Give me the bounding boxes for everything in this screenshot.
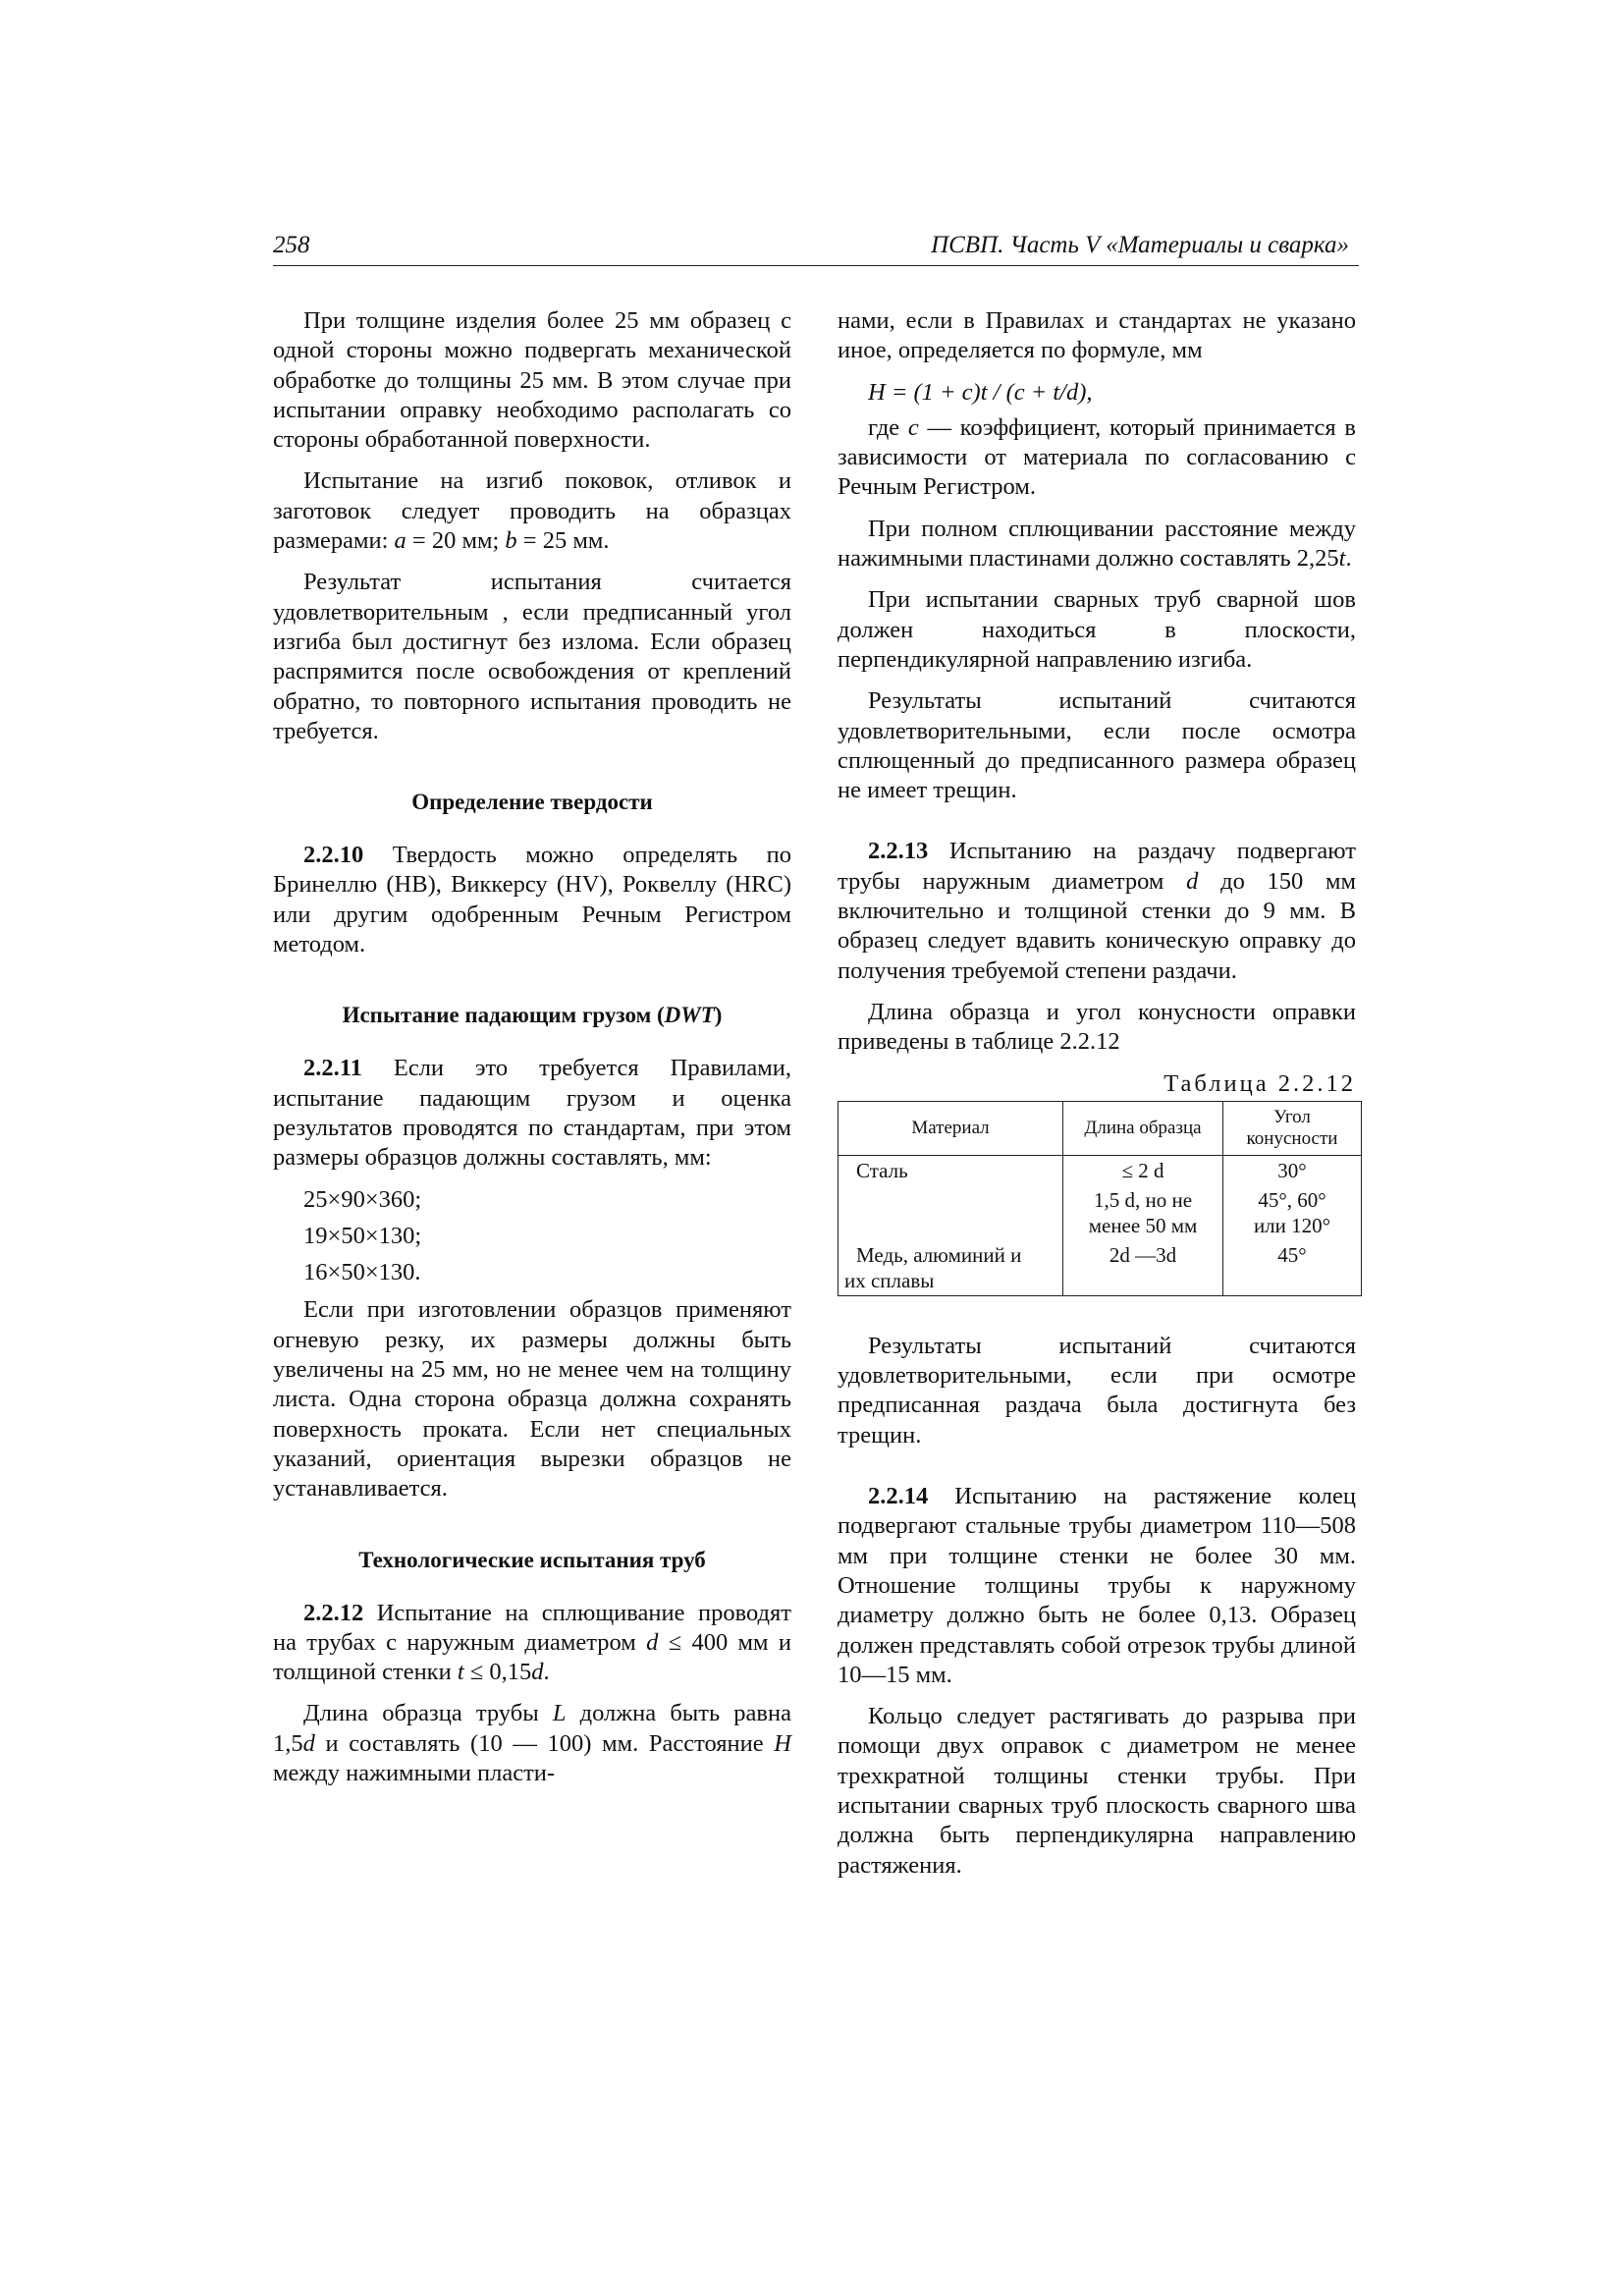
cell-length: 1,5 d, но не менее 50 мм [1063, 1185, 1223, 1240]
paragraph-pipe-length: Длина образца трубы L должна быть равна 1,5d и составлять (10 — 100) мм. Расстояние H между нажимными пласти- [273, 1700, 791, 1786]
table-2-2-12 [838, 1101, 1362, 1296]
running-title: ПСВП. Часть V «Материалы и сварка» [931, 232, 1349, 258]
cell-material [839, 1185, 1063, 1240]
col-header-length: Длина образца [1063, 1101, 1223, 1155]
table-caption: Таблица 2.2.12 [1163, 1069, 1356, 1097]
table-row [839, 1185, 1362, 1240]
cell-material: Сталь [839, 1155, 1063, 1185]
table-row [839, 1240, 1362, 1296]
cell-angle: 30° [1223, 1155, 1362, 1185]
page-number: 258 [273, 232, 310, 258]
table-row [839, 1155, 1362, 1185]
heading-hardness: Определение твердости [411, 790, 653, 815]
paragraph-ring-tension: Кольцо следует растягивать до разрыва при помощи двух оправок с диаметром не менее трехкратной толщины стенки трубы. При испытании сварных труб плоскость сварного шва должна быть перпендикулярна направлению растяжения. [838, 1703, 1356, 1879]
paragraph-continuation: нами, если в Правилах и стандартах не указано иное, определяется по формуле, мм [838, 307, 1356, 364]
heading-pipe-tests: Технологические испытания труб [358, 1547, 706, 1572]
formula-h: H = (1 + c)t / (c + t/d), [868, 378, 1093, 406]
paragraph-flattening-result: Результаты испытаний считаются удовлетворительными, если после осмотра сплющенный до предписанного размера образец не имеет трещин. [838, 687, 1356, 804]
page-header [273, 232, 1359, 266]
cell-material: Медь, алюминий и их сплавы [839, 1240, 1063, 1296]
cell-angle: 45°, 60° или 120° [1223, 1185, 1362, 1240]
list-item: 19×50×130; [303, 1222, 422, 1249]
paragraph-welded-pipes: При испытании сварных труб сварной шов должен находиться в плоскости, перпендикулярной направлению изгиба. [838, 586, 1356, 673]
right-column [838, 306, 1356, 1892]
cell-angle: 45° [1223, 1240, 1362, 1296]
heading-dwt: Испытание падающим грузом (DWT) [342, 1003, 723, 1028]
paragraph-full-flattening: При полном сплющивании расстояние между нажимными пластинами должно составлять 2,25t. [838, 515, 1356, 573]
cell-length: 2d —3d [1063, 1240, 1223, 1296]
paragraph-bend-result: Результат испытания считается удовлетворительным , если предписанный угол изгиба был достигнут без излома. Если образец распрямится после освобождения от креплений обратно, то повторного испытания проводить не требуется. [273, 569, 791, 744]
specimen-size-list [273, 1185, 791, 1288]
col-header-angle: Угол конусности [1223, 1101, 1362, 1155]
cell-length: ≤ 2 d [1063, 1155, 1223, 1185]
left-column [273, 306, 791, 1800]
list-item: 16×50×130. [303, 1259, 421, 1286]
col-header-material: Материал [839, 1101, 1063, 1155]
paragraph-expansion-result: Результаты испытаний считаются удовлетворительными, если при осмотре предписанная раздача была достигнута без трещин. [838, 1332, 1356, 1449]
table-header-row [839, 1101, 1362, 1155]
paragraph-forgings-bend: Испытание на изгиб поковок, отливок и заготовок следует проводить на образцах размерами: a = 20 мм; b = 25 мм. [273, 467, 791, 555]
paragraph-specimen-thickness: При толщине изделия более 25 мм образец с одной стороны можно подвергать механической обработке до толщины 25 мм. В этом случае при испытании оправку необходимо располагать со стороны обработанной поверхности. [273, 307, 791, 454]
list-item: 25×90×360; [303, 1185, 422, 1213]
paragraph-table-reference: Длина образца и угол конусности оправки приведены в таблице 2.2.12 [838, 998, 1356, 1056]
clause-2-2-13: 2.2.13 Испытанию на раздачу подвергают трубы наружным диаметром d до 150 мм включительно и толщиной стенки до 9 мм. В образец следует вдавить коническую оправку до получения требуемой степени раздачи. [838, 838, 1356, 984]
clause-2-2-11: 2.2.11 Если это требуется Правилами, испытание падающим грузом и оценка результатов проводятся по стандартам, при этом размеры образцов должны составлять, мм: [273, 1055, 791, 1172]
clause-2-2-12: 2.2.12 Испытание на сплющивание проводят на трубах с наружным диаметром d ≤ 400 мм и толщиной стенки t ≤ 0,15d. [273, 1599, 791, 1686]
paragraph-flame-cutting: Если при изготовлении образцов применяют огневую резку, их размеры должны быть увеличены на 25 мм, но не менее чем на толщину листа. Одна сторона образца должна сохранять поверхность проката. Если нет специальных указаний, ориентация вырезки образцов не устанавливается. [273, 1296, 791, 1503]
paragraph-coefficient: где c — коэффициент, который принимается в зависимости от материала по согласованию с Речным Регистром. [838, 413, 1356, 501]
clause-2-2-14: 2.2.14 Испытанию на растяжение колец подвергают стальные трубы диаметром 110—508 мм при толщине стенки не более 30 мм. Отношение толщины трубы к наружному диаметру должно быть не более 0,13. Образец должен представлять собой отрезок трубы длиной 10—15 мм. [838, 1483, 1356, 1688]
clause-2-2-10: 2.2.10 Твердость можно определять по Бринеллю (HB), Виккерсу (HV), Роквеллу (HRC) или другим одобренным Речным Регистром методом. [273, 842, 791, 958]
